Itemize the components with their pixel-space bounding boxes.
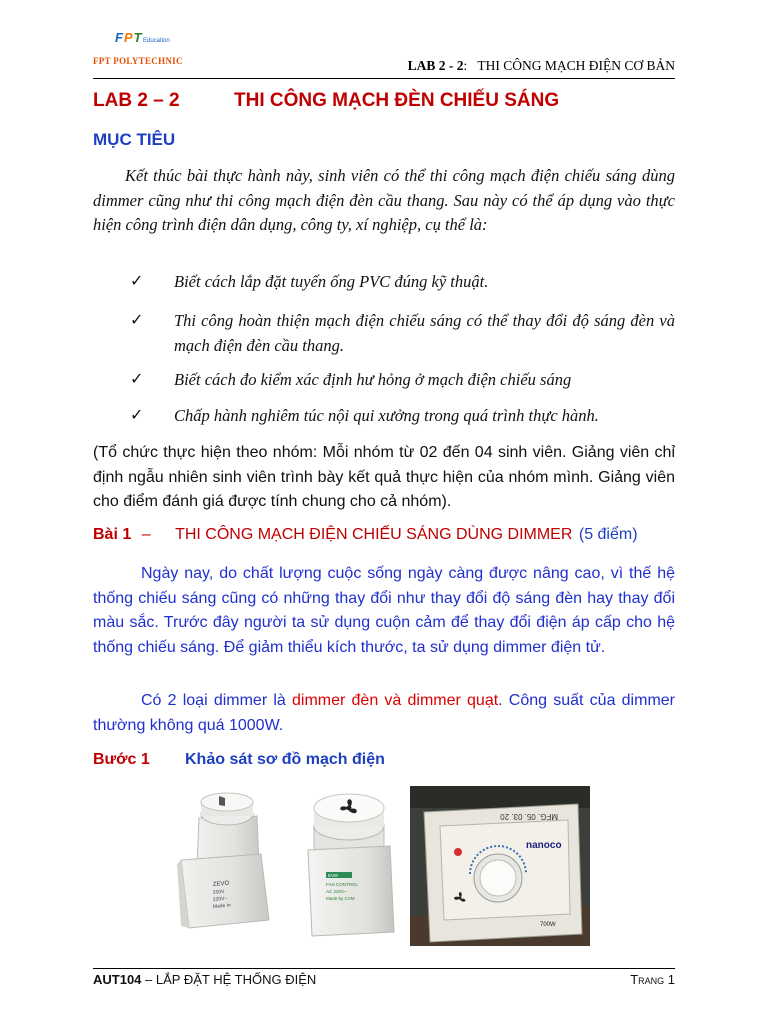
objective-heading: MỤC TIÊU <box>93 130 176 149</box>
img1-line-3: Made in <box>212 902 231 910</box>
footer-course-name: LẮP ĐẶT HỆ THỐNG ĐIỆN <box>155 972 317 987</box>
footer-code: AUT104 <box>93 972 142 987</box>
objective-bullet-1: Biết cách lắp đặt tuyến ống PVC đúng kỹ thuật. <box>174 272 489 291</box>
dimmer-nanoco-image <box>410 786 590 946</box>
logo-education-text: Education <box>143 38 170 44</box>
header-rule <box>93 78 675 79</box>
group-note: (Tổ chức thực hiện theo nhóm: Mỗi nhóm từ 02 đến 04 sinh viên. Giảng viên chỉ định ngẫu nhiên sinh viên trình bày kết quả thực hiện của nhóm mình. Giảng viên cho điểm đánh giá được tính chung cho cả nhóm). <box>93 444 675 510</box>
fpt-polytechnic-logo <box>93 30 213 70</box>
footer-dash: – <box>141 972 156 987</box>
header-lab-sep: : <box>463 58 468 73</box>
header-lab-subject: THI CÔNG MẠCH ĐIỆN CƠ BẢN <box>477 58 675 73</box>
step-title: Khảo sát sơ đồ mạch điện <box>185 751 385 768</box>
objective-intro <box>93 164 675 238</box>
check-icon: ✓ <box>130 273 144 290</box>
footer-rule <box>93 968 675 969</box>
exercise-para-2 <box>93 689 675 738</box>
lab-title <box>93 90 560 112</box>
exercise-para-2a: Có 2 loại dimmer là <box>141 692 292 709</box>
img3-mfg: MFG. 05. 03. 20 <box>500 812 558 821</box>
lab-number: LAB 2 – 2 <box>93 90 180 111</box>
img2-line-3: Made by CVM <box>326 896 355 901</box>
check-icon: ✓ <box>130 312 144 329</box>
img1-line-1: 250V <box>212 888 225 896</box>
img1-brand: ZEVO <box>212 880 230 888</box>
exercise-heading <box>93 526 638 544</box>
footer-course <box>93 972 316 987</box>
objective-bullet-2: Thi công hoàn thiện mạch điện chiếu sáng có thể thay đổi độ sáng đèn và mạch điện đèn cầu thang. <box>174 311 675 355</box>
exercise-para-1 <box>93 562 675 660</box>
header-lab-code: LAB 2 - 2 <box>407 58 464 73</box>
objective-bullet-4: Chấp hành nghiêm túc nội qui xưởng trong quá trình thực hành. <box>174 406 599 425</box>
lab-name: THI CÔNG MẠCH ĐÈN CHIẾU SÁNG <box>234 90 560 111</box>
header-lab-title <box>408 58 675 74</box>
img3-brand: nanoco <box>526 840 562 851</box>
step-heading <box>93 751 385 769</box>
exercise-para-2-highlight: dimmer đèn và dimmer quạt <box>292 692 499 709</box>
dimmer-fan-image <box>300 786 402 938</box>
exercise-para-2b: . Công suất của dimmer thường không quá 1000W. <box>93 692 675 734</box>
indicator-light-icon <box>454 848 462 856</box>
check-icon: ✓ <box>130 407 144 424</box>
img3-power: 700W <box>540 922 556 928</box>
img2-brand: EVM <box>328 873 338 878</box>
exercise-para-1-text: Ngày nay, do chất lượng cuộc sống ngày càng được nâng cao, vì thế hệ thống chiếu sáng cũng có những thay đổi như thay đổi độ sáng đèn hay thay đổi màu sắc. Trước đây người ta sử dụng cuộn cảm để thay đổi điện áp cấp cho hệ thống chiếu sáng. Để giảm thiểu kích thước, ta sử dụng dimmer điện tử. <box>93 565 675 656</box>
dimmer-light-image <box>175 788 275 936</box>
check-icon: ✓ <box>130 371 144 388</box>
img1-line-2: 220V~ <box>212 895 228 903</box>
fpt-logo-mark: FPT <box>115 30 143 45</box>
exercise-title: THI CÔNG MẠCH ĐIỆN CHIẾU SÁNG DÙNG DIMMER <box>175 526 573 543</box>
objective-intro-text: Kết thúc bài thực hành này, sinh viên có thể thi công mạch điện chiếu sáng dùng dimmer cũng như thi công mạch điện đèn cầu thang. Sau này có thể áp dụng vào thực hiện công trình điện dân dụng, công ty, xí nghiệp, cụ thể là: <box>93 166 675 234</box>
exercise-label: Bài 1 <box>93 526 132 543</box>
exercise-points: (5 điểm) <box>578 526 638 543</box>
footer-page-number: Trang 1 <box>630 972 675 987</box>
step-label: Bước 1 <box>93 751 150 768</box>
exercise-dash: – <box>141 526 151 543</box>
img2-line-2: AC 220V~ <box>326 889 347 894</box>
img2-line-1: FAN CONTROL <box>326 882 359 887</box>
objective-bullet-3: Biết cách đo kiểm xác định hư hỏng ở mạch điện chiếu sáng <box>174 370 572 389</box>
logo-polytechnic-text: FPT POLYTECHNIC <box>93 56 183 66</box>
